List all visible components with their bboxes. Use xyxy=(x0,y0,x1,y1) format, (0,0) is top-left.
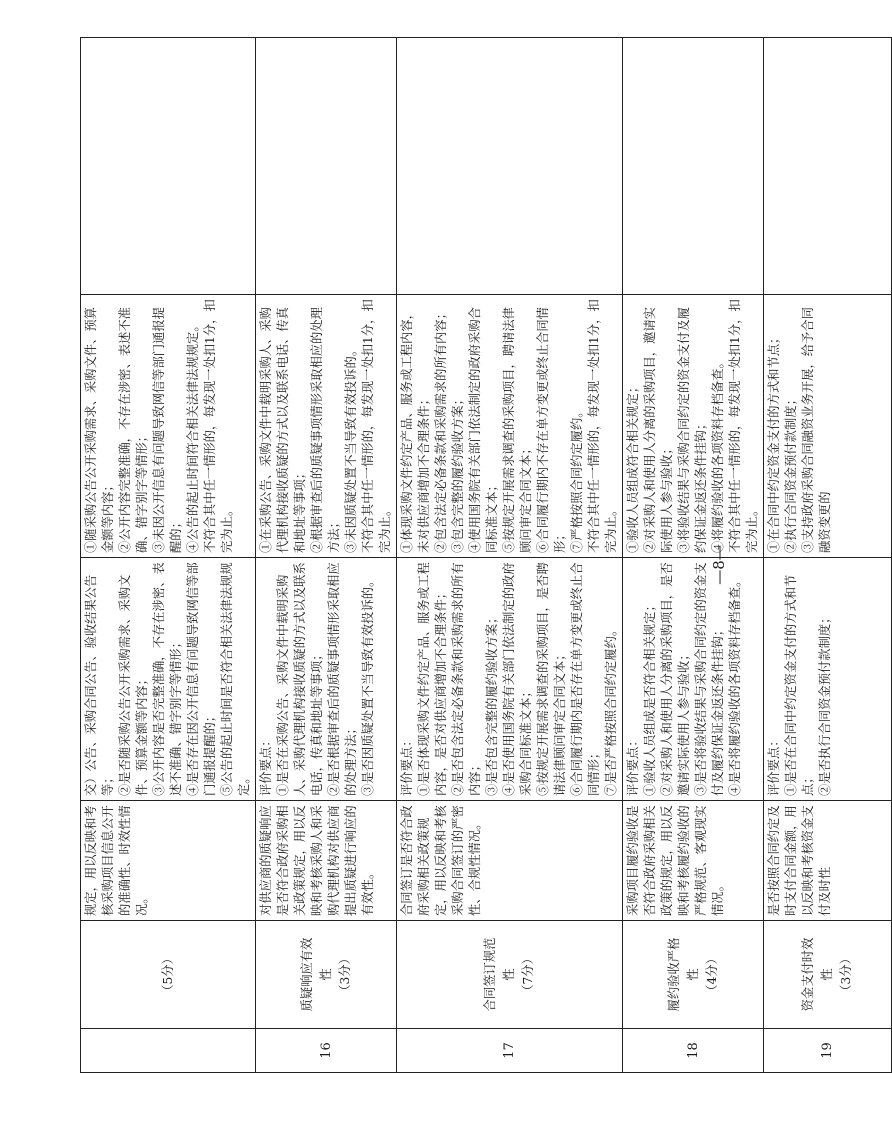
scoring-method-line: ①随采购公告公开采购需求、采购文件、预算金额等内容； xyxy=(84,307,115,553)
table-row xyxy=(397,38,623,1073)
evaluation-point-line: ③公开内容是否完整准确，不存在涉密、表述不准确、错字别字等情形； xyxy=(152,562,183,796)
blank-cell xyxy=(81,38,256,295)
indicator-line: （5分） xyxy=(160,952,175,997)
row-number-cell xyxy=(397,1029,623,1073)
evaluation-point-line: 评价要点： xyxy=(626,734,640,796)
indicator-description-cell xyxy=(623,801,764,921)
evaluation-point-line: ①是否在合同中约定资金支付的方式和节点； xyxy=(784,574,815,796)
evaluation-points-cell xyxy=(397,558,623,801)
scoring-method-line: ②执行合同资金预付款制度； xyxy=(784,393,798,553)
row-number-cell xyxy=(81,1029,256,1073)
scoring-method-line: ②对采购人和使用人分离的采购项目，邀请实际使用人参与验收； xyxy=(643,307,674,553)
scoring-method-cell xyxy=(397,295,623,558)
indicator-line: 性 xyxy=(502,968,516,981)
indicator-line: （4分） xyxy=(704,952,719,997)
evaluation-point-line: ①是否体现采购文件约定产品、服务或工程内容，是否对供应商增加不合理条件； xyxy=(417,562,448,796)
scoring-method-line: ④将履约验收的各项资料存档备查。 xyxy=(711,356,725,553)
indicator-line: 性 xyxy=(685,968,700,981)
evaluation-point-line: 评价要点： xyxy=(767,734,781,796)
evaluation-point-line: ②是否随采购公告公开采购需求、采购文件、预算金额等内容； xyxy=(118,574,149,796)
evaluation-point-line: ③是否包含完整的履约验收方案； xyxy=(485,611,499,796)
table-row xyxy=(623,38,764,1073)
scoring-method-line: ③包含完整的履约验收方案； xyxy=(451,393,465,553)
blank-cell xyxy=(623,38,764,295)
table-row xyxy=(764,38,892,1073)
scoring-method-line: ⑥合同履行期内不存在单方变更或终止合同情形； xyxy=(536,307,567,553)
scoring-method-line: ④使用国务院有关部门依法制定的政府采购合同标准文本； xyxy=(468,307,499,553)
scoring-method-cell xyxy=(81,295,256,558)
row-number: 19 xyxy=(820,1042,835,1059)
scoring-method-line: ①在采购公告、采购文件中载明采购人、采购代理机构接收质疑的方式以及联系电话、传真和地址等事项； xyxy=(259,307,307,553)
scoring-method-cell xyxy=(623,295,764,558)
row-number: 16 xyxy=(318,1042,334,1059)
scoring-method-line: ③将验收结果与采购合同约定的资金支付及履约保证金返还条件挂钩； xyxy=(677,307,708,553)
evaluation-point-line: ⑤公告的起止时间是否符合相关法律法规规定。 xyxy=(220,562,251,796)
page-number xyxy=(704,515,734,615)
scoring-method-line: 不符合其中任一情形的，每发现一处扣1分，扣完为止。 xyxy=(587,299,618,553)
scoring-method-line: ②根据审查后的质疑事项情形采取相应的处理方法； xyxy=(310,307,341,553)
indicator-line: 性 xyxy=(820,968,834,981)
scoring-method-line: ④公告的起止时间符合相关法律法规规定。 xyxy=(186,319,200,553)
scoring-method-line: ①验收人员组成符合相关规定； xyxy=(626,380,640,553)
indicator-line: （3分） xyxy=(839,952,853,997)
scoring-method-line: ①体现采购文件约定产品、服务或工程内容，未对供应商增加不合理条件； xyxy=(400,307,431,553)
scoring-method-line: ⑦严格按照合同约定履约。 xyxy=(570,405,584,553)
indicator-description-cell xyxy=(81,801,256,921)
evaluation-point-line: ⑦是否严格按照合同约定履约。 xyxy=(604,623,618,796)
scoring-method-line: ③未因公开信息有问题导致网信等部门通报提醒的； xyxy=(152,307,183,553)
evaluation-point-line: ⑤按规定开展需求调查的采购项目，是否聘请法律顾问审定合同文本； xyxy=(536,562,567,796)
scoring-method-line: ③支持政府采购合同融资业务开展，给予合同融资变更的 xyxy=(801,307,832,553)
indicator-cell xyxy=(764,921,892,1029)
evaluation-point-line: ④是否使用国务院有关部门依法制定的政府采购合同标准文本； xyxy=(502,562,533,796)
row-number-cell xyxy=(623,1029,764,1073)
evaluation-point-line: ②是否执行合同资金预付款制度； xyxy=(818,611,832,796)
evaluation-point-line: ②对采购人和使用人分离的采购项目，是否邀请实际使用人参与验收； xyxy=(660,562,691,796)
evaluation-point-line: ③是否因质疑处置不当导致有效投诉的。 xyxy=(361,574,375,796)
indicator-line: 合同签订规范 xyxy=(483,937,497,1012)
evaluation-points-cell xyxy=(256,558,397,801)
page-number-text: —8— xyxy=(710,545,729,585)
scoring-method-line: 不符合其中任一情形的，每发现一处扣1分，扣完为止。 xyxy=(203,299,234,553)
indicator-description-cell xyxy=(397,801,623,921)
table-row xyxy=(81,38,256,1073)
evaluation-point-line: ④是否将履约验收的各项资料存档备查。 xyxy=(728,574,742,796)
evaluation-table xyxy=(80,37,892,1073)
indicator-line: （7分） xyxy=(521,952,535,997)
row-number-cell xyxy=(256,1029,397,1073)
scoring-method-line: 不符合其中任一情形的，每发现一处扣1分，扣完为止。 xyxy=(361,299,392,553)
scoring-method-line: ⑤按规定开展需求调查的采购项目，聘请法律顾问审定合同文本； xyxy=(502,307,533,553)
indicator-line: 资金支付时效 xyxy=(801,937,815,1012)
blank-cell xyxy=(397,38,623,295)
evaluation-point-line: 评价要点： xyxy=(259,734,273,796)
scoring-method-cell xyxy=(764,295,892,558)
rotated-table-container xyxy=(80,38,853,1073)
indicator-cell xyxy=(256,921,397,1029)
scoring-method-cell xyxy=(256,295,397,558)
row-number: 18 xyxy=(685,1042,701,1059)
indicator-line: （3分） xyxy=(337,952,352,997)
indicator-cell xyxy=(81,921,256,1029)
evaluation-point-line: ①验收人员组成是否符合相关规定； xyxy=(643,599,657,796)
evaluation-points-cell xyxy=(764,558,892,801)
evaluation-point-line: ⑥合同履行期内是否存在单方变更或终止合同情形； xyxy=(570,562,601,796)
scoring-method-line: 不符合其中任一情形的，每发现一处扣1分，扣完为止。 xyxy=(728,299,759,553)
evaluation-point-line: 交）公告、采购合同公告、验收结果公告等； xyxy=(84,574,115,796)
evaluation-point-line: ①是否在采购公告、采购文件中载明采购人、采购代理机构接收质疑的方式以及联系电话，传真和地址等事项； xyxy=(276,562,324,796)
indicator-description: 对供应商的质疑响应是否符合政府采购相关政策规定，用以反映和考核采购人和采购代理机构对供应商提出质疑进行响应的有效性。 xyxy=(259,805,375,916)
scoring-method-line: ③未因质疑处置不当导致有效投诉的。 xyxy=(344,343,358,553)
indicator-line: 质疑响应有效 xyxy=(299,937,314,1012)
evaluation-point-line: ②是否包含法定必备条款和采购需求的所有内容； xyxy=(451,562,482,796)
scoring-method-line: ②公开内容完整准确，不存在涉密、表述不准确、错字别字等情形； xyxy=(118,307,149,553)
indicator-description-cell xyxy=(764,801,892,921)
indicator-description: 合同签订是否符合政府采购相关政策规定，用以反映和考核采购合同签订的严密性、合规性情况。 xyxy=(400,805,482,916)
evaluation-points-cell xyxy=(81,558,256,801)
row-number: 17 xyxy=(502,1042,517,1059)
indicator-cell xyxy=(623,921,764,1029)
indicator-cell xyxy=(397,921,623,1029)
scoring-method-line: ②包含法定必备条款和采购需求的所有内容； xyxy=(434,307,448,553)
evaluation-point-line: ④是否存在因公开信息有问题导致网信等部门通报提醒的； xyxy=(186,562,217,796)
indicator-description: 是否按照合同约定及时支付合同金额，用以反映和考核资金支付及时性 xyxy=(767,805,832,916)
indicator-line: 性 xyxy=(318,968,333,981)
evaluation-points-cell xyxy=(623,558,764,801)
table-row xyxy=(256,38,397,1073)
evaluation-point-line: ②是否根据审查后的质疑事项情形采取相应的处理方法； xyxy=(327,562,358,796)
indicator-line: 履约验收严格 xyxy=(666,937,681,1012)
indicator-description: 采购项目履约验收是否符合政府采购相关政策的规定，用以反映和考核履约验收的严格规范、客观现实情况。 xyxy=(626,805,725,916)
evaluation-point-line: ③是否将验收结果与采购合同约定的资金支付及履约保证金返还条件挂钩； xyxy=(694,562,725,796)
evaluation-point-line: 评价要点： xyxy=(400,734,414,796)
scoring-method-line: ①在合同中约定资金支付的方式和节点； xyxy=(767,331,781,553)
indicator-description-cell xyxy=(256,801,397,921)
blank-cell xyxy=(256,38,397,295)
blank-cell xyxy=(764,38,892,295)
row-number-cell xyxy=(764,1029,892,1073)
indicator-description: 规定，用以反映和考核采购项目信息公开的准确性、时效性情况。 xyxy=(84,805,149,916)
